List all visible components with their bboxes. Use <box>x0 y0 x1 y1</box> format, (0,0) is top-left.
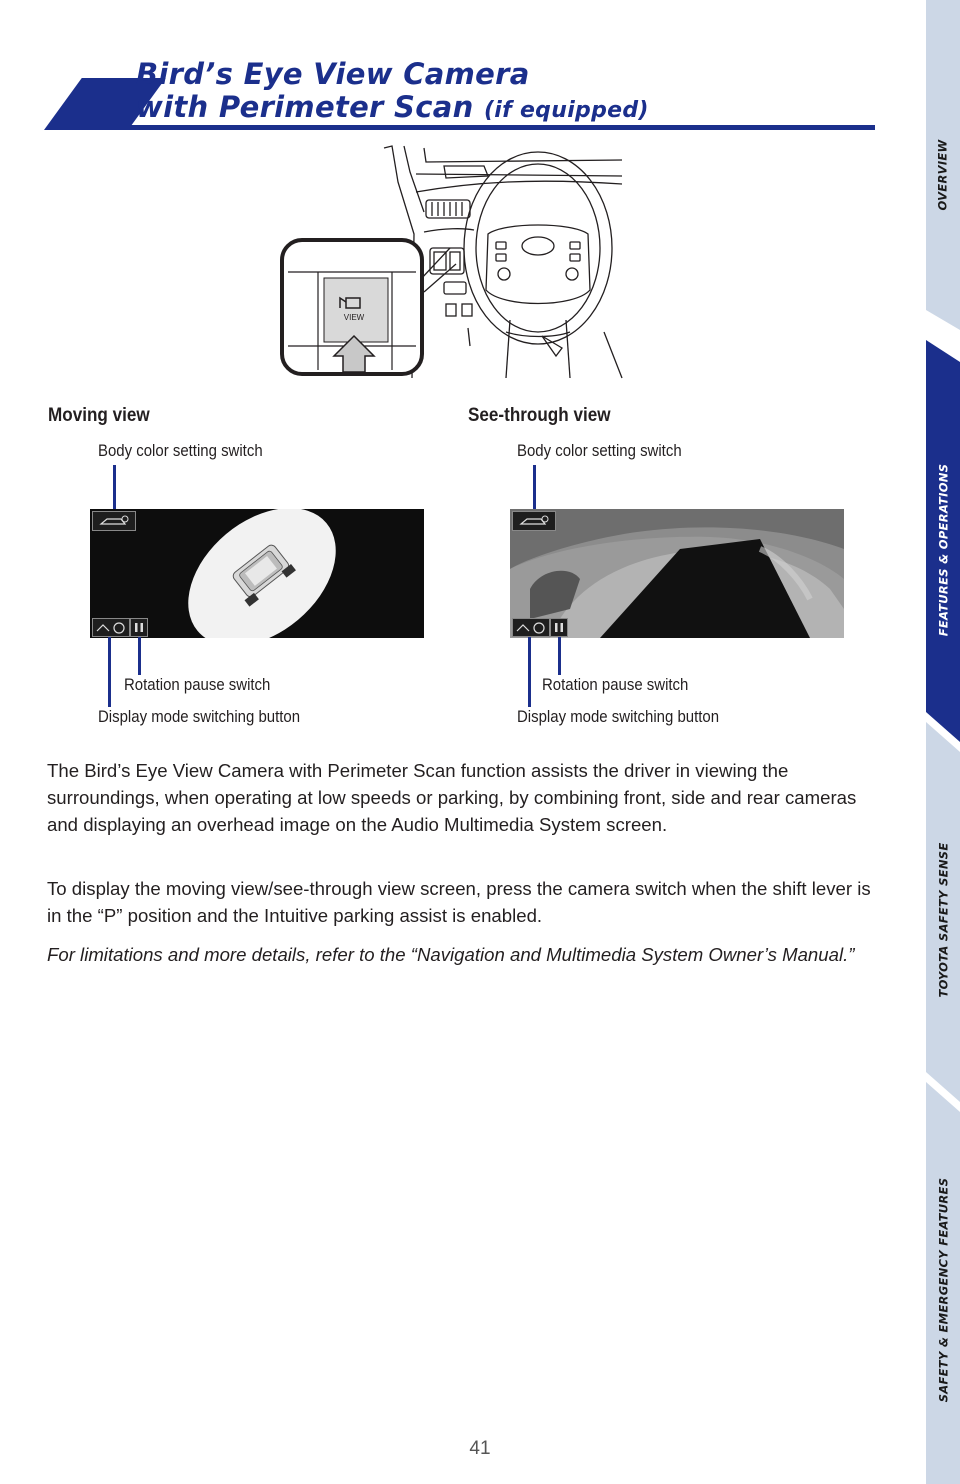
display-mode-icon <box>513 619 549 636</box>
see-through-display-mode-leader <box>528 637 531 707</box>
display-mode-switching-button[interactable] <box>92 618 130 637</box>
car-paint-icon <box>513 512 555 530</box>
see-through-display-mode-label: Display mode switching button <box>517 707 720 726</box>
tab-overview-label: OVERVIEW <box>936 139 951 211</box>
tab-emergency-label: SAFETY & EMERGENCY FEATURES <box>936 1177 950 1403</box>
see-through-body-color-leader <box>533 465 536 513</box>
pause-icon <box>131 619 147 636</box>
section-tabs <box>926 0 960 1484</box>
moving-body-color-leader <box>113 465 116 513</box>
see-through-view-title: See-through view <box>468 405 611 426</box>
tab-safety-sense-label: TOYOTA SAFETY SENSE <box>936 842 951 998</box>
see-through-view-screen <box>510 509 844 638</box>
tab-safety-emergency[interactable] <box>926 1130 960 1450</box>
rotation-pause-switch[interactable] <box>550 618 568 637</box>
page-title <box>136 58 649 127</box>
rotation-pause-switch[interactable] <box>130 618 148 637</box>
tab-overview[interactable] <box>926 60 960 290</box>
page-number: 41 <box>469 1438 491 1459</box>
tab-features-operations[interactable] <box>926 400 960 700</box>
moving-rotation-leader <box>138 637 141 675</box>
title-line-2: with Perimeter Scan <box>136 90 474 124</box>
title-suffix: (if equipped) <box>483 98 649 123</box>
tab-features-label: FEATURES & OPERATIONS <box>936 463 951 637</box>
body-color-setting-switch[interactable] <box>92 511 136 531</box>
display-mode-icon <box>93 619 129 636</box>
view-button-label: VIEW <box>343 313 365 322</box>
see-through-body-color-label: Body color setting switch <box>517 441 682 460</box>
title-line-1: Bird’s Eye View Camera <box>136 57 530 91</box>
moving-view-screen <box>90 509 424 638</box>
moving-rotation-label: Rotation pause switch <box>124 675 271 694</box>
moving-view-title: Moving view <box>48 405 150 426</box>
body-color-setting-switch[interactable] <box>512 511 556 531</box>
intro-paragraph: The Bird’s Eye View Camera with Perimeter Scan function assists the driver in viewing the surroundings, when operating at low speeds or parking, by combining front, side and rear cameras and displaying an overhead image on the Audio Multimedia System screen. <box>47 760 857 835</box>
moving-body-color-label: Body color setting switch <box>98 441 263 460</box>
tab-toyota-safety-sense[interactable] <box>926 770 960 1070</box>
moving-display-mode-leader <box>108 637 111 707</box>
car-paint-icon <box>93 512 135 530</box>
instruction-paragraph: To display the moving view/see-through view screen, press the camera switch when the shift lever is in the “P” position and the Intuitive parking assist is enabled. <box>47 878 871 926</box>
reference-paragraph: For limitations and more details, refer to the “Navigation and Multimedia System Owner’s Manual.” <box>47 944 855 965</box>
see-through-rotation-leader <box>558 637 561 675</box>
pause-icon <box>551 619 567 636</box>
display-mode-switching-button[interactable] <box>512 618 550 637</box>
moving-display-mode-label: Display mode switching button <box>98 707 301 726</box>
dashboard-illustration <box>274 142 626 380</box>
see-through-rotation-label: Rotation pause switch <box>542 675 689 694</box>
